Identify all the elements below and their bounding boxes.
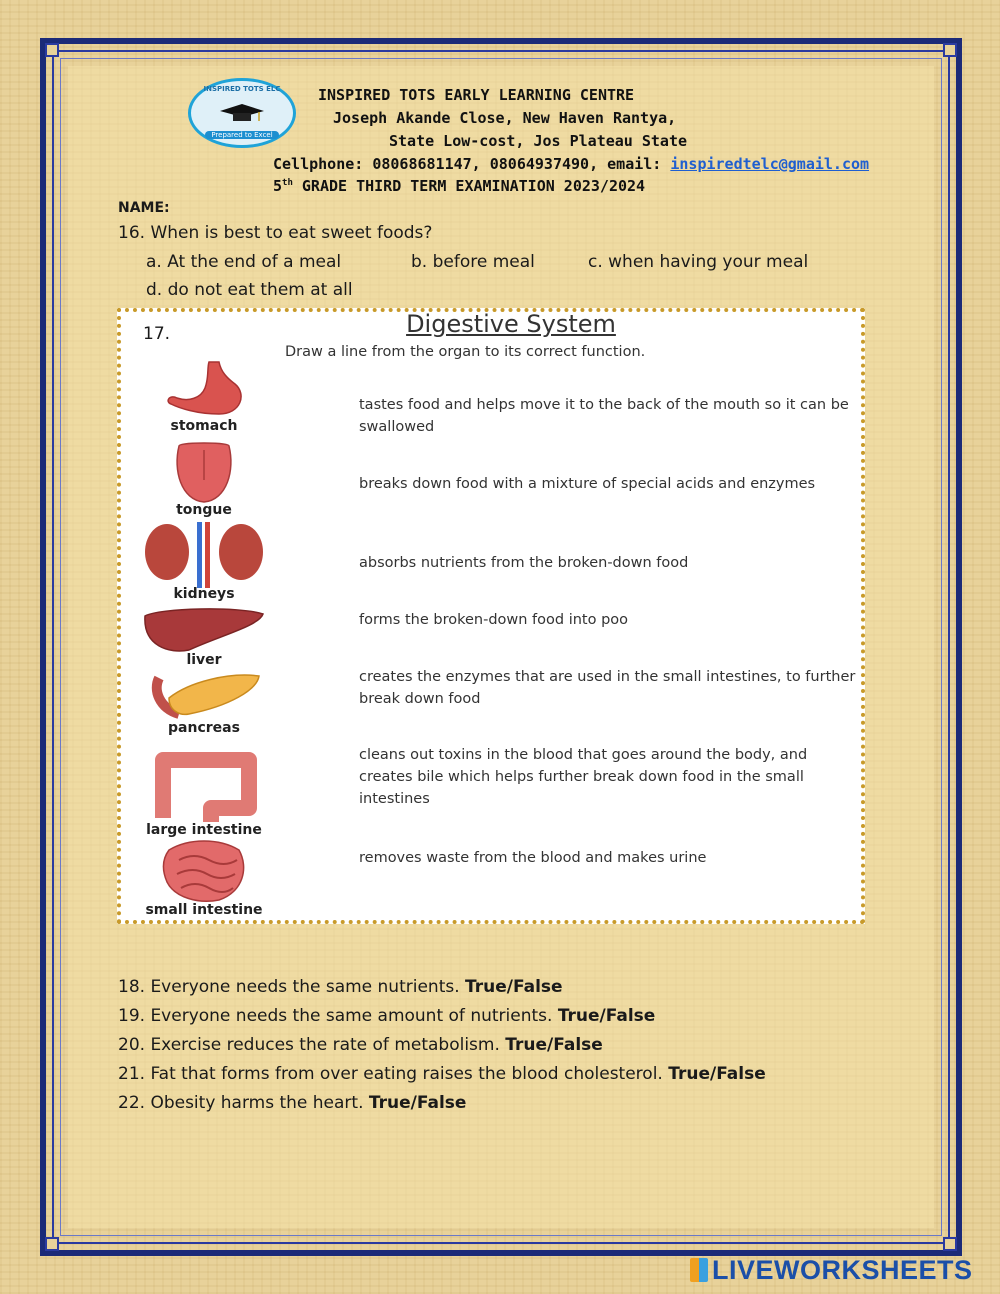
organ-large-intestine[interactable] bbox=[129, 748, 279, 838]
function-item[interactable]: creates the enzymes that are used in the small intestines, to further break down food bbox=[359, 669, 856, 707]
statement-text: 19. Everyone needs the same amount of nutrients. bbox=[118, 1006, 558, 1026]
statement-19 bbox=[118, 1006, 655, 1026]
organ-label: kidneys bbox=[173, 586, 235, 602]
address-line-2: State Low-cost, Jos Plateau State bbox=[389, 132, 688, 150]
large-intestine-icon bbox=[139, 748, 269, 824]
corner-ornament bbox=[45, 1237, 59, 1251]
exam-title bbox=[273, 177, 645, 195]
option-a[interactable]: a. At the end of a meal bbox=[146, 252, 342, 272]
exam-grade-suffix: th bbox=[282, 178, 293, 188]
organ-label: stomach bbox=[170, 418, 238, 434]
pancreas-icon bbox=[139, 668, 269, 722]
tongue-icon bbox=[149, 440, 259, 504]
function-item[interactable]: removes waste from the blood and makes urine bbox=[359, 850, 707, 866]
organ-stomach[interactable] bbox=[129, 358, 279, 434]
digestive-title: Digestive System bbox=[406, 310, 616, 338]
statement-text: 22. Obesity harms the heart. bbox=[118, 1093, 369, 1113]
organ-liver[interactable] bbox=[129, 606, 279, 668]
exam-title-text: GRADE THIRD TERM EXAMINATION 2023/2024 bbox=[292, 177, 646, 195]
address-line-1: Joseph Akande Close, New Haven Rantya, bbox=[333, 109, 677, 127]
corner-ornament bbox=[943, 1237, 957, 1251]
statement-20 bbox=[118, 1035, 603, 1055]
statement-text: 18. Everyone needs the same nutrients. bbox=[118, 977, 466, 997]
question-16: 16. When is best to eat sweet foods? bbox=[118, 223, 433, 243]
statement-21 bbox=[118, 1064, 766, 1084]
organ-small-intestine[interactable] bbox=[129, 838, 279, 918]
small-intestine-icon bbox=[149, 838, 259, 904]
function-item[interactable]: absorbs nutrients from the broken-down food bbox=[359, 555, 689, 571]
organ-label: tongue bbox=[176, 502, 232, 518]
digestive-system-matching bbox=[117, 308, 865, 924]
true-false-answer[interactable]: True/False bbox=[668, 1064, 766, 1084]
function-item[interactable]: cleans out toxins in the blood that goes around the body, and creates bile which helps further break down food in the small intestines bbox=[359, 747, 808, 807]
corner-ornament bbox=[943, 43, 957, 57]
option-c[interactable]: c. when having your meal bbox=[588, 252, 809, 272]
email-link[interactable]: inspiredtelc@gmail.com bbox=[670, 155, 870, 173]
true-false-answer[interactable]: True/False bbox=[465, 977, 563, 997]
question-17-number: 17. bbox=[143, 324, 171, 344]
exam-grade: 5 bbox=[273, 177, 283, 195]
liveworksheets-brand[interactable] bbox=[690, 1255, 973, 1286]
digestive-instruction: Draw a line from the organ to its correct function. bbox=[285, 344, 646, 360]
organ-label: liver bbox=[186, 652, 222, 668]
organ-label: small intestine bbox=[145, 902, 263, 918]
school-name: INSPIRED TOTS EARLY LEARNING CENTRE bbox=[318, 86, 635, 104]
stomach-icon bbox=[149, 358, 259, 420]
organ-label: large intestine bbox=[146, 822, 262, 838]
function-item[interactable]: tastes food and helps move it to the back of the mouth so it can be swallowed bbox=[359, 397, 849, 435]
function-item[interactable]: forms the broken-down food into poo bbox=[359, 612, 629, 628]
organ-kidneys[interactable] bbox=[129, 520, 279, 602]
true-false-answer[interactable]: True/False bbox=[557, 1006, 656, 1026]
brand-text: LIVEWORKSHEETS bbox=[712, 1255, 973, 1285]
organ-label: pancreas bbox=[168, 720, 240, 736]
name-label: NAME: bbox=[118, 200, 170, 216]
graduation-cap-icon bbox=[219, 103, 265, 123]
contact-line bbox=[273, 155, 869, 173]
statement-18 bbox=[118, 977, 563, 997]
liver-icon bbox=[139, 606, 269, 654]
liveworksheets-logo-icon bbox=[690, 1258, 708, 1282]
statement-text: 20. Exercise reduces the rate of metabolism. bbox=[118, 1035, 506, 1055]
organ-pancreas[interactable] bbox=[129, 668, 279, 736]
true-false-answer[interactable]: True/False bbox=[505, 1035, 603, 1055]
school-logo bbox=[188, 78, 296, 148]
function-item[interactable]: breaks down food with a mixture of special acids and enzymes bbox=[359, 476, 816, 492]
statement-22 bbox=[118, 1093, 466, 1113]
kidneys-icon bbox=[139, 520, 269, 588]
option-d[interactable]: d. do not eat them at all bbox=[146, 280, 353, 300]
option-b[interactable]: b. before meal bbox=[411, 252, 535, 272]
logo-ribbon: Prepared to Excel bbox=[205, 131, 278, 139]
organ-tongue[interactable] bbox=[129, 440, 279, 518]
statement-text: 21. Fat that forms from over eating raises the blood cholesterol. bbox=[118, 1064, 669, 1084]
logo-ring-text: INSPIRED TOTS ELC bbox=[203, 85, 281, 93]
true-false-answer[interactable]: True/False bbox=[368, 1093, 467, 1113]
corner-ornament bbox=[45, 43, 59, 57]
contact-text: Cellphone: 08068681147, 08064937490, email: bbox=[273, 155, 671, 173]
